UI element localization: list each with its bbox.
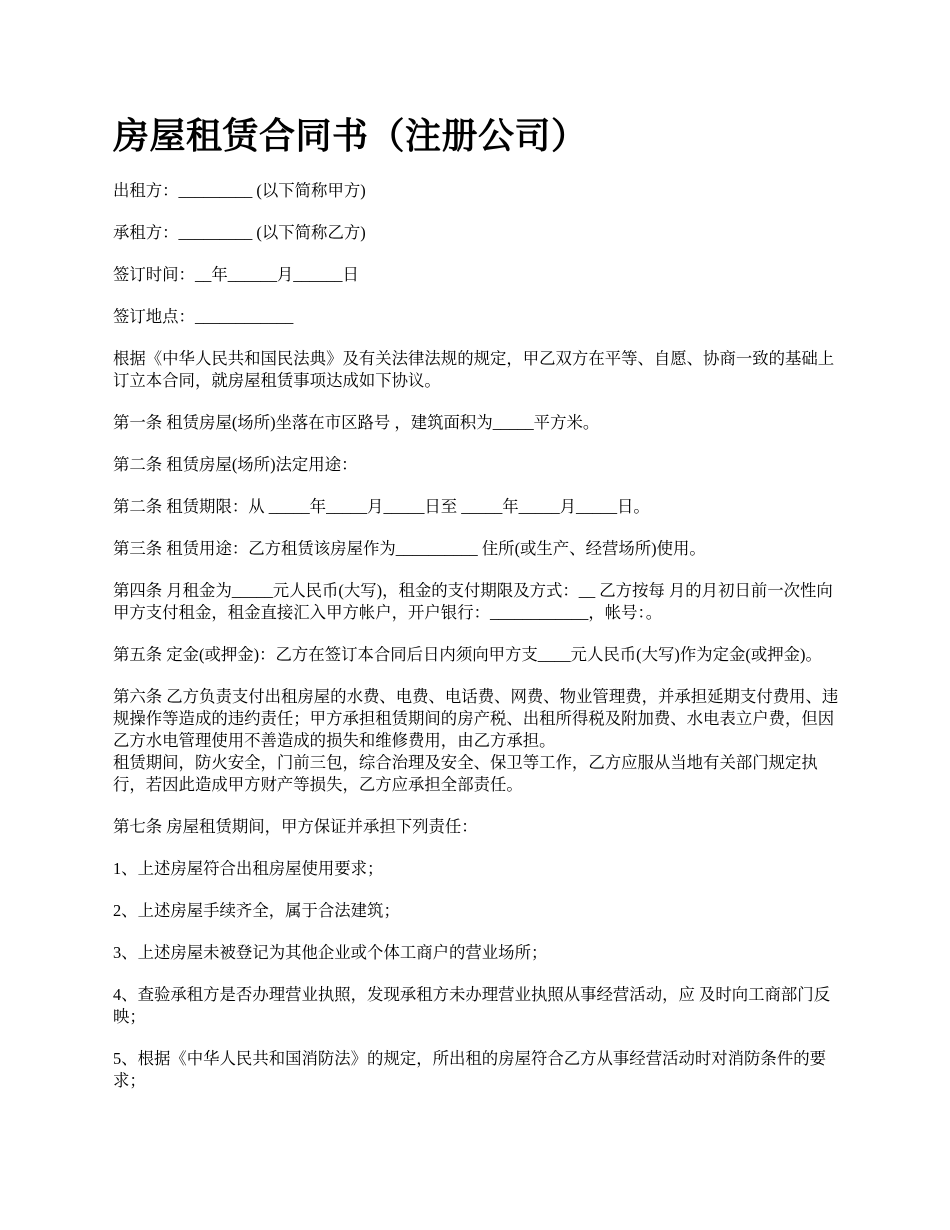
article-6-safety: 租赁期间，防火安全，门前三包，综合治理及安全、保卫等工作，乙方应服从当地有关部门规定执行，若因此造成甲方财产等损失，乙方应承担全部责任。	[113, 753, 818, 794]
article-7-item-3: 3、上述房屋未被登记为其他企业或个体工商户的营业场所；	[113, 943, 548, 962]
lessor-line: 出租方：_________ (以下简称甲方)	[113, 181, 366, 200]
lessee-line: 承租方：_________ (以下简称乙方)	[113, 223, 366, 242]
article-1-location: 第一条 租赁房屋(场所)坐落在市区路号 ，建筑面积为_____平方米。	[113, 413, 600, 432]
article-5-deposit: 第五条 定金(或押金)：乙方在签订本合同后日内须向甲方支____元人民币(大写)作为定金(或押金)。	[113, 645, 822, 664]
signing-date-line: 签订时间：__年______月______日	[113, 265, 359, 284]
article-7-item-5: 5、根据《中华人民共和国消防法》的规定，所出租的房屋符合乙方从事经营活动时对消防条件的要求；	[113, 1049, 826, 1090]
article-4-rent: 第四条 月租金为_____元人民币(大写)，租金的支付期限及方式：__ 乙方按每 月的月初日前一次性向甲方支付租金，租金直接汇入甲方帐户，开户银行：____________，帐号：。	[113, 581, 833, 622]
document-page	[113, 108, 843, 1112]
document-title: 房屋租赁合同书（注册公司）	[113, 116, 588, 156]
article-2-lease-term: 第二条 租赁期限：从 _____年_____月_____日至 _____年_____月_____日。	[113, 497, 650, 516]
article-7-item-1: 1、上述房屋符合出租房屋使用要求；	[113, 859, 384, 878]
signing-place-line: 签订地点：____________	[113, 307, 294, 326]
article-6-fees: 第六条 乙方负责支付出租房屋的水费、电费、电话费、网费、物业管理费，并承担延期支付费用、违规操作等造成的违约责任；甲方承担租赁期间的房产税、出租所得税及附加费、水电表立户费，但因乙方水电管理使用不善造成的损失和维修费用，由乙方承担。	[113, 687, 839, 750]
preamble-paragraph: 根据《中华人民共和国民法典》及有关法律法规的规定，甲乙双方在平等、自愿、协商一致的基础上订立本合同，就房屋租赁事项达成如下协议。	[113, 349, 835, 390]
article-7-item-2: 2、上述房屋手续齐全，属于合法建筑；	[113, 901, 400, 920]
article-7-heading: 第七条 房屋租赁期间，甲方保证并承担下列责任：	[113, 817, 478, 836]
article-2-legal-use: 第二条 租赁房屋(场所)法定用途：	[113, 455, 358, 474]
article-3-purpose: 第三条 租赁用途：乙方租赁该房屋作为__________ 住所(或生产、经营场所)使用。	[113, 539, 706, 558]
article-7-item-4: 4、查验承租方是否办理营业执照，发现承租方未办理营业执照从事经营活动，应 及时向工商部门反映；	[113, 985, 831, 1026]
